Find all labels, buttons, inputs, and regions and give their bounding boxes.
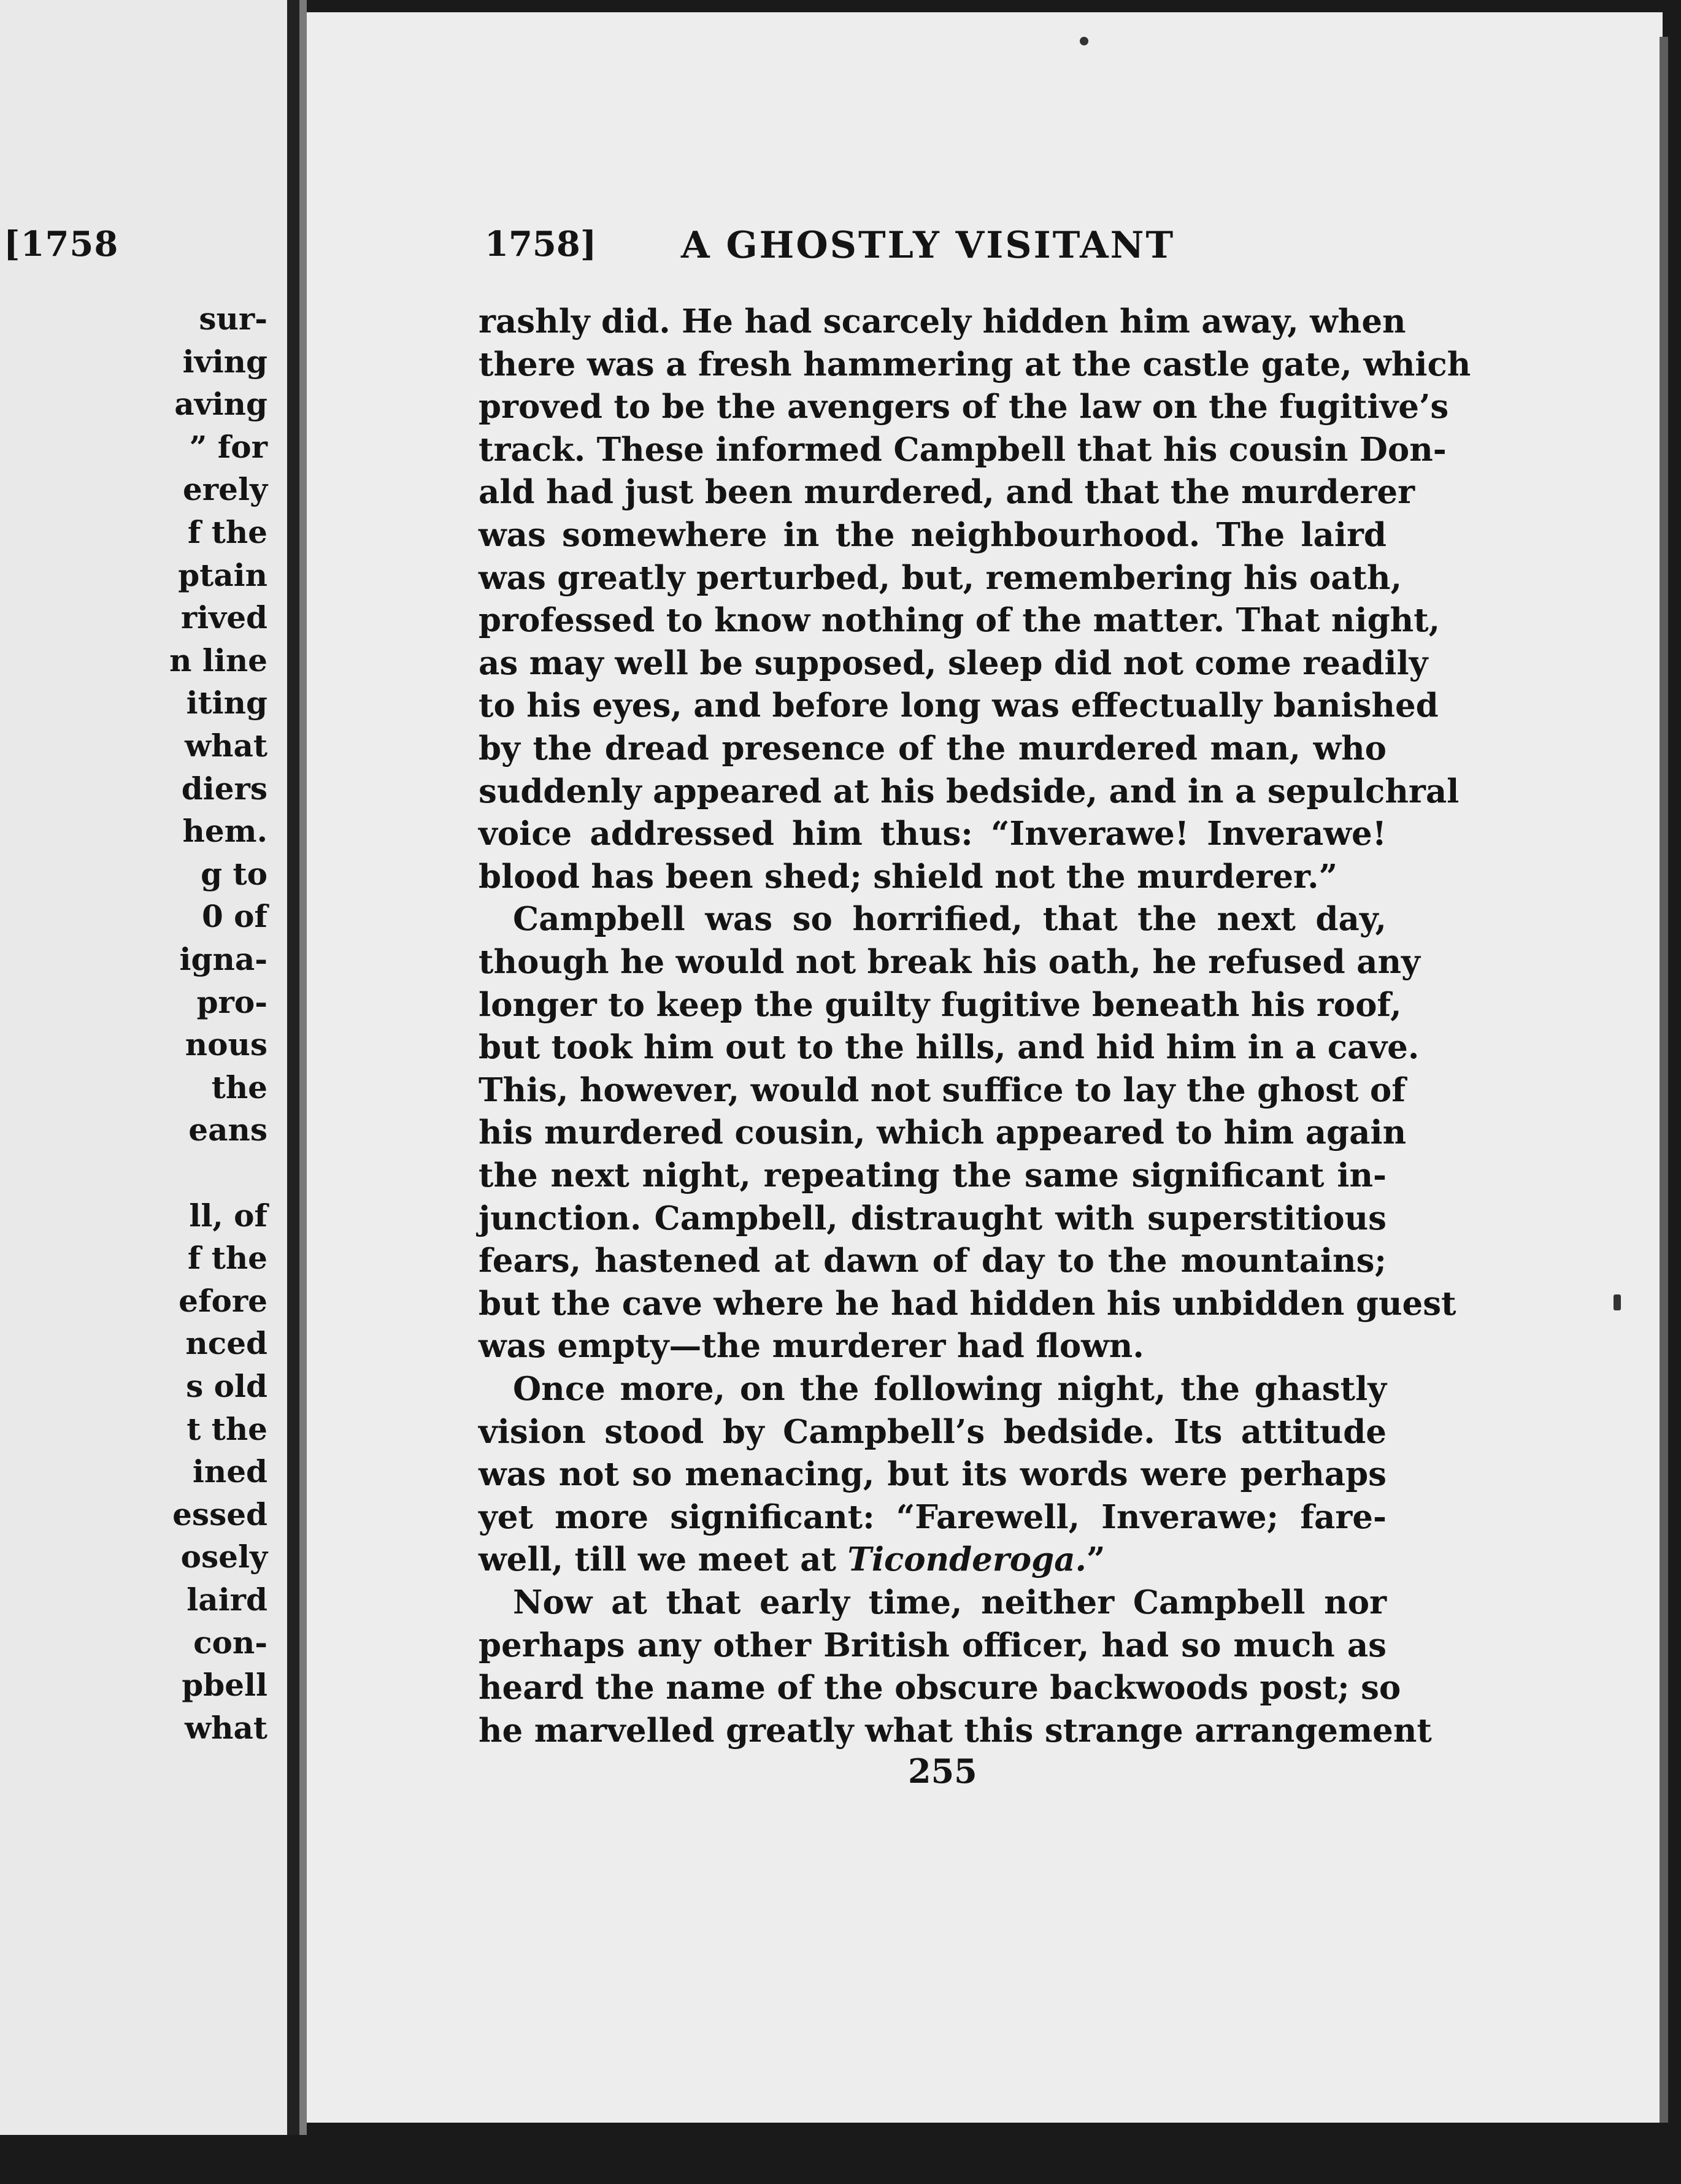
header-title: A GHOSTLY VISITANT (681, 224, 1175, 267)
text-line: Once more, on the following night, the ghastly (513, 1370, 1387, 1408)
previous-page-line: t the (187, 1410, 267, 1447)
text-line: though he would not break his oath, he refused any (479, 943, 1420, 981)
previous-page-line: f the (187, 1240, 267, 1277)
text-line: by the dread presence of the murdered man, who (479, 729, 1387, 767)
text-line: This, however, would not suffice to lay the ghost of (479, 1071, 1406, 1109)
previous-page-line: ll, of (189, 1197, 267, 1234)
text-line: voice addressed him thus: “Inverawe! Inverawe! (479, 815, 1387, 853)
running-header (485, 224, 1497, 273)
text-line: but the cave where he had hidden his unbidden guest (479, 1284, 1456, 1323)
text-line: vision stood by Campbell’s bedside. Its attitude (479, 1412, 1387, 1451)
italic-place-name: Ticonderoga. (847, 1540, 1087, 1579)
previous-page-line: the (211, 1069, 267, 1105)
text-line: the next night, repeating the same significant in- (479, 1156, 1387, 1194)
previous-page-line: what (185, 728, 267, 764)
text-line: was not so menacing, but its words were perhaps (479, 1455, 1387, 1494)
text-line: professed to know nothing of the matter. That night, (479, 601, 1441, 640)
previous-page-line: nous (185, 1026, 267, 1063)
previous-page-line: pro- (196, 983, 267, 1020)
previous-page-line: efore (179, 1282, 267, 1319)
text-line: Now at that early time, neither Campbell nor (513, 1583, 1387, 1621)
ink-speck (1614, 1294, 1621, 1310)
page-number: 255 (908, 1751, 977, 1791)
previous-page-line: s old (186, 1368, 267, 1404)
text-line: there was a fresh hammering at the castle gate, which (479, 345, 1471, 383)
previous-page-line: erely (182, 471, 267, 508)
text-line: track. These informed Campbell that his cousin Don- (479, 430, 1447, 469)
text-line: he marvelled greatly what this strange arrangement (479, 1711, 1432, 1750)
previous-page-line: aving (174, 386, 267, 423)
previous-page-line: nced (185, 1325, 267, 1362)
previous-page-line: what (185, 1709, 267, 1746)
text-line: proved to be the avengers of the law on the fugitive’s (479, 388, 1449, 426)
previous-page-line: g to (201, 855, 267, 892)
previous-page-line: n line (169, 642, 267, 679)
previous-page-line: 0 of (201, 898, 267, 935)
text-line: junction. Campbell, distraught with superstitious (479, 1199, 1387, 1237)
text-line: heard the name of the obscure backwoods post; so (479, 1669, 1401, 1707)
previous-page-line: laird (187, 1582, 267, 1618)
text-line: was greatly perturbed, but, remembering his oath, (479, 558, 1402, 597)
previous-page-line: sur- (199, 301, 267, 337)
previous-page-line: rived (180, 599, 267, 636)
previous-page-line: hem. (182, 813, 267, 850)
previous-page (0, 0, 288, 2135)
text-line: was empty—the murderer had flown. (479, 1327, 1144, 1366)
previous-page-line: osely (180, 1539, 267, 1575)
text-line: suddenly appeared at his bedside, and in a sepulchral (479, 772, 1460, 810)
previous-page-line: ptain (178, 556, 267, 593)
book-gutter (287, 0, 299, 2135)
previous-page-line: ined (192, 1453, 267, 1490)
text-line-start: well, till we meet at (479, 1540, 848, 1579)
text-line: rashly did. He had scarcely hidden him away, when (479, 302, 1406, 340)
text-line: blood has been shed; shield not the murderer.” (479, 857, 1338, 896)
previous-page-line: eans (188, 1112, 267, 1148)
previous-page-line: iving (182, 343, 267, 380)
page-edge (1660, 37, 1668, 2123)
text-line: perhaps any other British officer, had so much as (479, 1626, 1387, 1664)
current-page (307, 12, 1663, 2123)
header-year: 1758] (485, 224, 597, 264)
text-line: Campbell was so horrified, that the next day, (513, 900, 1387, 939)
previous-page-line: iting (186, 685, 267, 721)
text-line: fears, hastened at dawn of day to the mountains; (479, 1242, 1387, 1280)
previous-page-line: f the (187, 514, 267, 550)
previous-page-line: ” for (189, 428, 267, 465)
previous-page-line: essed (172, 1496, 267, 1532)
ink-speck (1080, 37, 1088, 45)
previous-page-line: pbell (182, 1667, 267, 1704)
previous-page-line: igna- (179, 941, 267, 977)
closing-quote: ” (1087, 1540, 1106, 1579)
gutter-shadow (299, 0, 307, 2135)
previous-page-header: [1758 (4, 224, 119, 264)
text-line: but took him out to the hills, and hid him in a cave. (479, 1028, 1420, 1067)
text-line: to his eyes, and before long was effectually banished (479, 686, 1439, 725)
previous-page-line: con- (193, 1624, 267, 1661)
previous-page-line: diers (181, 770, 267, 807)
text-line: yet more significant: “Farewell, Inverawe; fare- (479, 1498, 1387, 1536)
text-line: was somewhere in the neighbourhood. The laird (479, 516, 1387, 554)
text-line: longer to keep the guilty fugitive beneath his roof, (479, 985, 1402, 1024)
text-line (479, 1539, 1387, 1580)
text-line: his murdered cousin, which appeared to him again (479, 1113, 1407, 1152)
text-line: ald had just been murdered, and that the murderer (479, 473, 1415, 512)
text-line: as may well be supposed, sleep did not come readily (479, 644, 1428, 682)
